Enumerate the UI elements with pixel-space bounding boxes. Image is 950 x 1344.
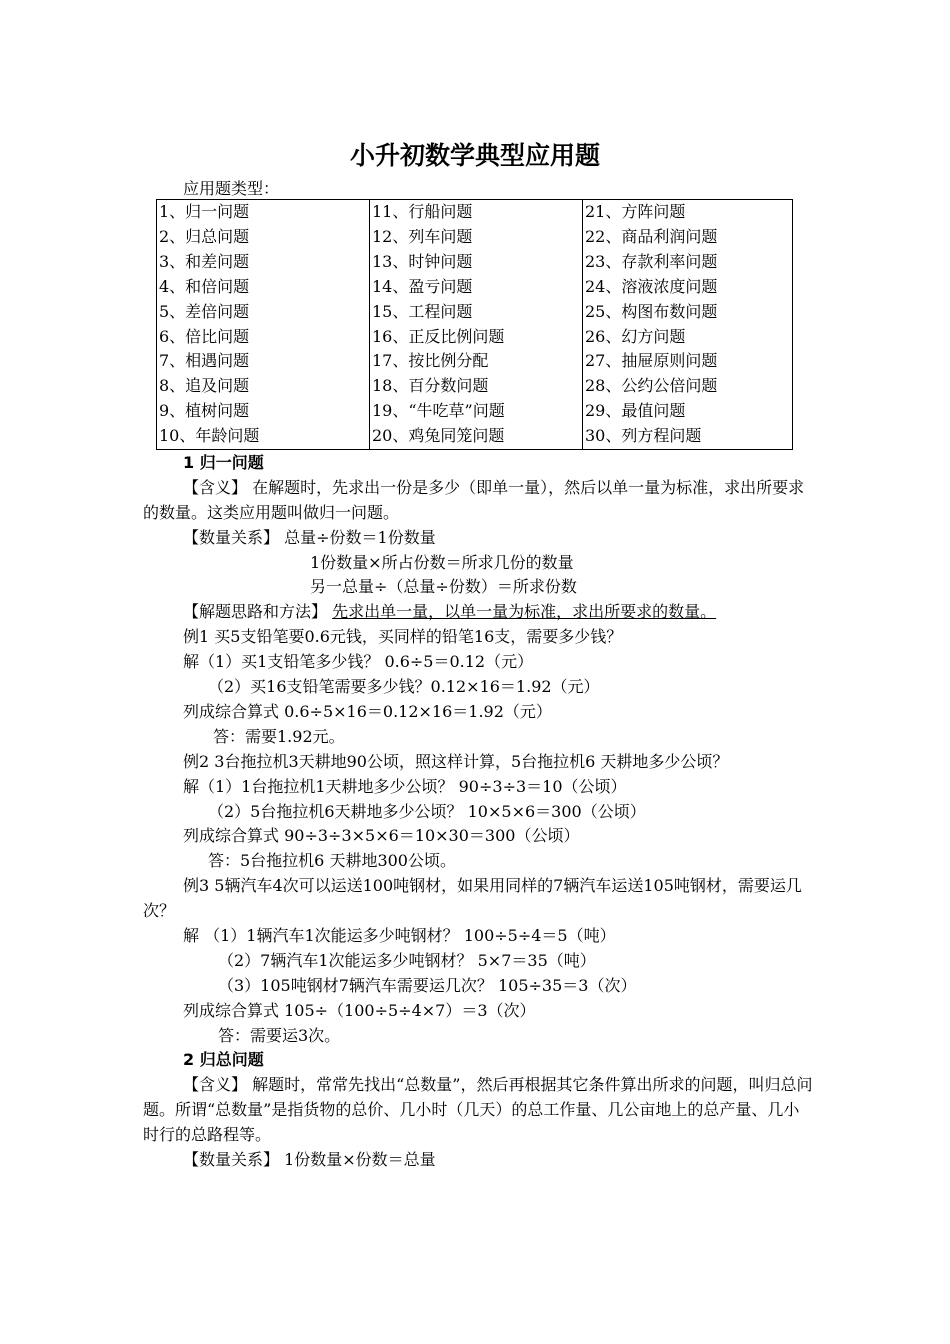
answer: 答：需要1.92元。 <box>213 726 345 746</box>
relation-line: 【数量关系】 1份数量×份数＝总量 <box>183 1150 436 1170</box>
type-cell: 29、最值问题 <box>583 399 793 424</box>
type-cell: 12、列车问题 <box>370 225 583 250</box>
type-cell: 2、归总问题 <box>157 225 370 250</box>
type-cell: 13、时钟问题 <box>370 250 583 275</box>
relation-label: 【数量关系】 <box>183 527 280 547</box>
type-cell: 17、按比例分配 <box>370 349 583 374</box>
types-row <box>157 399 793 424</box>
type-cell: 26、幻方问题 <box>583 325 793 350</box>
types-row <box>157 374 793 399</box>
combined-formula: 列成综合算式 90÷3÷3×5×6＝10×30＝300（公顷） <box>183 826 580 846</box>
type-cell: 15、工程问题 <box>370 300 583 325</box>
type-cell: 7、相遇问题 <box>157 349 370 374</box>
page-title: 小升初数学典型应用题 <box>349 141 600 170</box>
relation-formula: 总量÷份数＝1份数量 <box>284 527 436 547</box>
type-cell: 25、构图布数问题 <box>583 300 793 325</box>
method-text: 先求出单一量，以单一量为标准，求出所要求的数量。 <box>332 602 717 622</box>
relation-line <box>143 526 813 551</box>
type-cell: 8、追及问题 <box>157 374 370 399</box>
types-row <box>157 200 793 225</box>
type-cell: 4、和倍问题 <box>157 275 370 300</box>
solution-step: （2）5台拖拉机6天耕地多少公顷？ 10×5×6＝300（公顷） <box>208 801 646 821</box>
example-question: 例3 5辆汽车4次可以运送100吨钢材，如果用同样的7辆汽车运送105吨钢材，需要运几次？ <box>143 876 802 921</box>
relation-formula: 1份数量×所占份数＝所求几份的数量 <box>310 552 574 572</box>
solution-step: （3）105吨钢材7辆汽车需要运几次？ 105÷35＝3（次） <box>218 975 637 995</box>
types-row <box>157 250 793 275</box>
type-cell: 5、差倍问题 <box>157 300 370 325</box>
types-label: 应用题类型： <box>183 179 280 198</box>
method-line <box>143 600 813 625</box>
type-cell: 30、列方程问题 <box>583 424 793 449</box>
type-cell: 22、商品利润问题 <box>583 225 793 250</box>
solution-step: 解（1）买1支铅笔多少钱？ 0.6÷5＝0.12（元） <box>183 652 534 672</box>
section-heading: 2 归总问题 <box>183 1050 264 1070</box>
problem-types-table <box>156 199 793 450</box>
section-heading: 1 归一问题 <box>183 453 264 472</box>
type-cell: 16、正反比例问题 <box>370 325 583 350</box>
type-cell: 28、公约公倍问题 <box>583 374 793 399</box>
document-body <box>143 451 813 1173</box>
solution-step: （2）7辆汽车1次能运多少吨钢材？ 5×7＝35（吨） <box>218 950 596 970</box>
type-cell: 1、归一问题 <box>157 200 370 225</box>
type-cell: 23、存款利率问题 <box>583 250 793 275</box>
types-row <box>157 325 793 350</box>
types-row <box>157 300 793 325</box>
solution-step: （2）买16支铅笔需要多少钱？0.12×16＝1.92（元） <box>208 677 600 697</box>
example-question: 例2 3台拖拉机3天耕地90公顷，照这样计算，5台拖拉机6 天耕地多少公顷？ <box>183 751 729 771</box>
example-question: 例1 买5支铅笔要0.6元钱，买同样的铅笔16支，需要多少钱？ <box>183 627 623 647</box>
answer: 答：需要运3次。 <box>218 1025 341 1045</box>
solution-step: 解 （1）1辆汽车1次能运多少吨钢材？ 100÷5÷4＝5（吨） <box>183 926 616 945</box>
type-cell: 11、行船问题 <box>370 200 583 225</box>
meaning-paragraph: 【含义】 在解题时，先求出一份是多少（即单一量），然后以单一量为标准，求出所要求的数量。这类应用题叫做归一问题。 <box>143 477 805 522</box>
type-cell: 20、鸡兔同笼问题 <box>370 424 583 449</box>
solution-step: 解（1）1台拖拉机1天耕地多少公顷？ 90÷3÷3＝10（公顷） <box>183 776 627 796</box>
types-row <box>157 424 793 449</box>
type-cell: 21、方阵问题 <box>583 200 793 225</box>
meaning-paragraph: 【含义】 解题时，常常先找出“总数量”，然后再根据其它条件算出所求的问题，叫归总问题。所谓“总数量”是指货物的总价、几小时（几天）的总工作量、几公亩地上的总产量、几小时行的总路程等。 <box>143 1075 813 1145</box>
type-cell: 3、和差问题 <box>157 250 370 275</box>
type-cell: 6、倍比问题 <box>157 325 370 350</box>
type-cell: 27、抽屉原则问题 <box>583 349 793 374</box>
type-cell: 24、溶液浓度问题 <box>583 275 793 300</box>
type-cell: 9、植树问题 <box>157 399 370 424</box>
combined-formula: 列成综合算式 0.6÷5×16＝0.12×16＝1.92（元） <box>183 701 552 721</box>
combined-formula: 列成综合算式 105÷（100÷5÷4×7）＝3（次） <box>183 1000 536 1020</box>
types-row <box>157 275 793 300</box>
types-row <box>157 225 793 250</box>
type-cell: 14、盈亏问题 <box>370 275 583 300</box>
type-cell: 19、“牛吃草”问题 <box>370 399 583 424</box>
answer: 答：5台拖拉机6 天耕地300公顷。 <box>208 851 456 871</box>
method-label: 【解题思路和方法】 <box>183 602 328 622</box>
type-cell: 18、百分数问题 <box>370 374 583 399</box>
type-cell: 10、年龄问题 <box>157 424 370 449</box>
types-row <box>157 349 793 374</box>
relation-formula: 另一总量÷（总量÷份数）＝所求份数 <box>310 577 577 597</box>
